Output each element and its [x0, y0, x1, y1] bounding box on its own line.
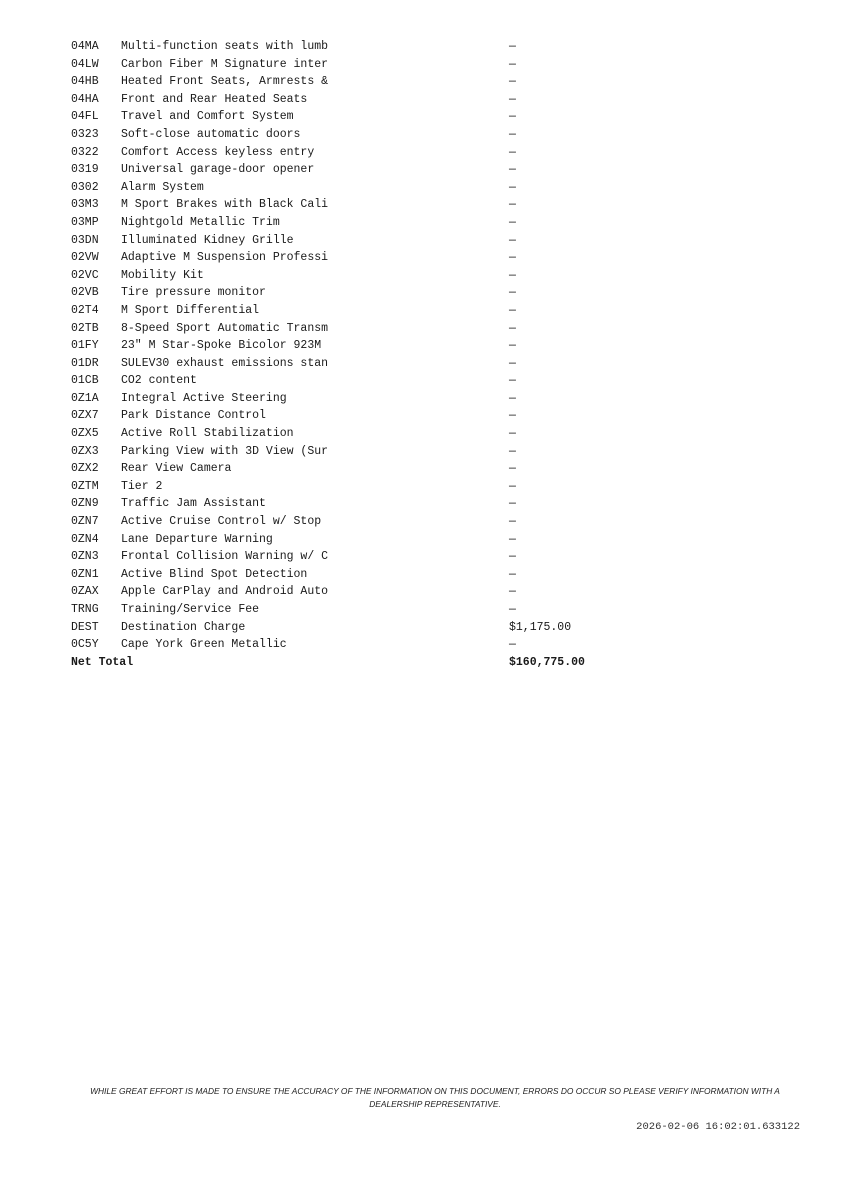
option-description: Illuminated Kidney Grille: [121, 233, 294, 247]
option-code: 0ZN4: [71, 532, 99, 546]
option-code: 0ZN1: [71, 567, 99, 581]
option-price: —: [509, 409, 516, 423]
option-row: [71, 531, 631, 549]
option-code: 0319: [71, 163, 99, 177]
option-code: 0ZX7: [71, 409, 99, 423]
option-description: Active Roll Stabilization: [121, 427, 294, 441]
option-code: 02VW: [71, 251, 99, 265]
option-code: 0ZX2: [71, 462, 99, 476]
option-code: 0323: [71, 127, 99, 141]
option-row: [71, 355, 631, 373]
disclaimer-line-1: WHILE GREAT EFFORT IS MADE TO ENSURE THE ACCURACY OF THE INFORMATION ON THIS DOCUMENT, ERRORS DO OCCUR SO PLEASE VERIFY INFORMATION WITH A: [90, 1086, 780, 1096]
option-row: [71, 513, 631, 531]
option-price: —: [509, 550, 516, 564]
option-row: [71, 320, 631, 338]
option-row: [71, 56, 631, 74]
options-list: [71, 38, 631, 671]
option-code: 0C5Y: [71, 638, 99, 652]
option-row: [71, 337, 631, 355]
option-description: Carbon Fiber M Signature inter: [121, 57, 329, 71]
option-price: —: [509, 215, 516, 229]
option-code: 0Z1A: [71, 391, 99, 405]
option-description: Tier 2: [121, 479, 163, 493]
option-row: [71, 372, 631, 390]
option-price: —: [509, 268, 516, 282]
option-price: —: [509, 198, 516, 212]
option-code: 0ZAX: [71, 585, 99, 599]
option-description: Traffic Jam Assistant: [121, 497, 266, 511]
option-price: —: [509, 603, 516, 616]
option-price: —: [509, 251, 516, 265]
option-row: [71, 548, 631, 566]
option-price: —: [509, 339, 516, 353]
option-code: 02VC: [71, 268, 99, 282]
option-code: DEST: [71, 620, 99, 634]
option-price: —: [509, 75, 516, 89]
option-code: 0ZN7: [71, 515, 99, 529]
option-code: 02VB: [71, 286, 99, 300]
option-price: —: [509, 515, 516, 529]
option-price: —: [509, 532, 516, 546]
option-description: Mobility Kit: [121, 268, 204, 282]
option-code: 0322: [71, 145, 99, 159]
option-description: Training/Service Fee: [121, 603, 260, 616]
option-code: 04HA: [71, 92, 99, 106]
option-description: Active Blind Spot Detection: [121, 567, 308, 581]
option-row: [71, 390, 631, 408]
option-price: —: [509, 427, 516, 441]
option-price: —: [509, 145, 516, 159]
option-description: Nightgold Metallic Trim: [121, 215, 280, 229]
option-row: [71, 601, 631, 619]
option-code: 0ZX3: [71, 444, 99, 458]
option-code: 0ZX5: [71, 427, 99, 441]
option-code: 03M3: [71, 198, 99, 212]
option-row: [71, 214, 631, 232]
option-row: [71, 161, 631, 179]
option-row: [71, 619, 631, 637]
option-row: [71, 267, 631, 285]
timestamp: 2026-02-06 16:02:01.633122: [636, 1121, 800, 1133]
option-price: —: [509, 180, 516, 194]
option-price: —: [509, 233, 516, 247]
option-price: —: [509, 374, 516, 388]
option-row: [71, 108, 631, 126]
option-description: M Sport Brakes with Black Cali: [121, 198, 329, 212]
option-price: —: [509, 57, 516, 71]
option-price: —: [509, 638, 516, 652]
option-price: —: [509, 40, 516, 53]
option-price: —: [509, 303, 516, 317]
option-price: —: [509, 444, 516, 458]
option-description: Parking View with 3D View (Sur: [121, 444, 329, 458]
option-price: —: [509, 391, 516, 405]
option-price: —: [509, 286, 516, 300]
option-description: Front and Rear Heated Seats: [121, 92, 308, 106]
option-price: —: [509, 462, 516, 476]
option-description: 8-Speed Sport Automatic Transm: [121, 321, 329, 335]
option-code: 03MP: [71, 215, 99, 229]
option-row: [71, 566, 631, 584]
option-row: [71, 443, 631, 461]
option-row: [71, 38, 631, 56]
option-code: 02TB: [71, 321, 99, 335]
net-total-row: [71, 654, 631, 672]
option-price: —: [509, 356, 516, 370]
option-description: M Sport Differential: [121, 303, 260, 317]
option-code: 0ZN9: [71, 497, 99, 511]
option-description: CO2 content: [121, 374, 197, 388]
option-description: Multi-function seats with lumb: [121, 40, 329, 53]
option-row: [71, 636, 631, 654]
option-row: [71, 284, 631, 302]
option-row: [71, 407, 631, 425]
option-description: Apple CarPlay and Android Auto: [121, 585, 329, 599]
option-row: [71, 91, 631, 109]
option-description: Rear View Camera: [121, 462, 232, 476]
option-description: Integral Active Steering: [121, 391, 287, 405]
option-description: Soft-close automatic doors: [121, 127, 301, 141]
option-row: [71, 478, 631, 496]
option-description: Adaptive M Suspension Professi: [121, 251, 329, 265]
option-description: Cape York Green Metallic: [121, 638, 287, 652]
net-total-label: Net Total: [71, 655, 134, 669]
option-code: 0ZN3: [71, 550, 99, 564]
option-row: [71, 126, 631, 144]
option-description: 23" M Star-Spoke Bicolor 923M: [121, 339, 322, 353]
option-price: —: [509, 92, 516, 106]
option-description: Tire pressure monitor: [121, 286, 266, 300]
option-row: [71, 302, 631, 320]
option-description: Alarm System: [121, 180, 204, 194]
option-row: [71, 73, 631, 91]
option-row: [71, 583, 631, 601]
option-row: [71, 144, 631, 162]
option-price: —: [509, 497, 516, 511]
net-total-value: $160,775.00: [509, 655, 585, 669]
option-code: 01CB: [71, 374, 99, 388]
option-description: Universal garage-door opener: [121, 163, 315, 177]
option-price: —: [509, 567, 516, 581]
option-price: —: [509, 127, 516, 141]
option-code: 0ZTM: [71, 479, 99, 493]
option-code: 04FL: [71, 110, 99, 124]
option-code: 02T4: [71, 303, 99, 317]
option-description: Destination Charge: [121, 620, 246, 634]
disclaimer: [60, 1085, 810, 1110]
option-code: 0302: [71, 180, 99, 194]
option-description: Travel and Comfort System: [121, 110, 294, 124]
option-code: 04LW: [71, 57, 99, 71]
option-price: —: [509, 163, 516, 177]
option-row: [71, 460, 631, 478]
option-description: Active Cruise Control w/ Stop: [121, 515, 322, 529]
option-description: Park Distance Control: [121, 409, 266, 423]
option-code: 04HB: [71, 75, 99, 89]
option-row: [71, 249, 631, 267]
option-description: Heated Front Seats, Armrests &: [121, 75, 329, 89]
option-row: [71, 425, 631, 443]
option-price: —: [509, 321, 516, 335]
disclaimer-line-2: DEALERSHIP REPRESENTATIVE.: [369, 1098, 501, 1109]
option-price: —: [509, 110, 516, 124]
option-row: [71, 196, 631, 214]
option-code: 01FY: [71, 339, 99, 353]
option-price: —: [509, 479, 516, 493]
option-description: Frontal Collision Warning w/ C: [121, 550, 329, 564]
option-price: —: [509, 585, 516, 599]
option-code: 04MA: [71, 40, 99, 53]
option-price: $1,175.00: [509, 620, 572, 634]
option-row: [71, 179, 631, 197]
option-row: [71, 495, 631, 513]
option-row: [71, 232, 631, 250]
option-code: 03DN: [71, 233, 99, 247]
option-description: Comfort Access keyless entry: [121, 145, 315, 159]
option-description: Lane Departure Warning: [121, 532, 273, 546]
option-description: SULEV30 exhaust emissions stan: [121, 356, 329, 370]
option-code: TRNG: [71, 603, 99, 616]
option-code: 01DR: [71, 356, 99, 370]
